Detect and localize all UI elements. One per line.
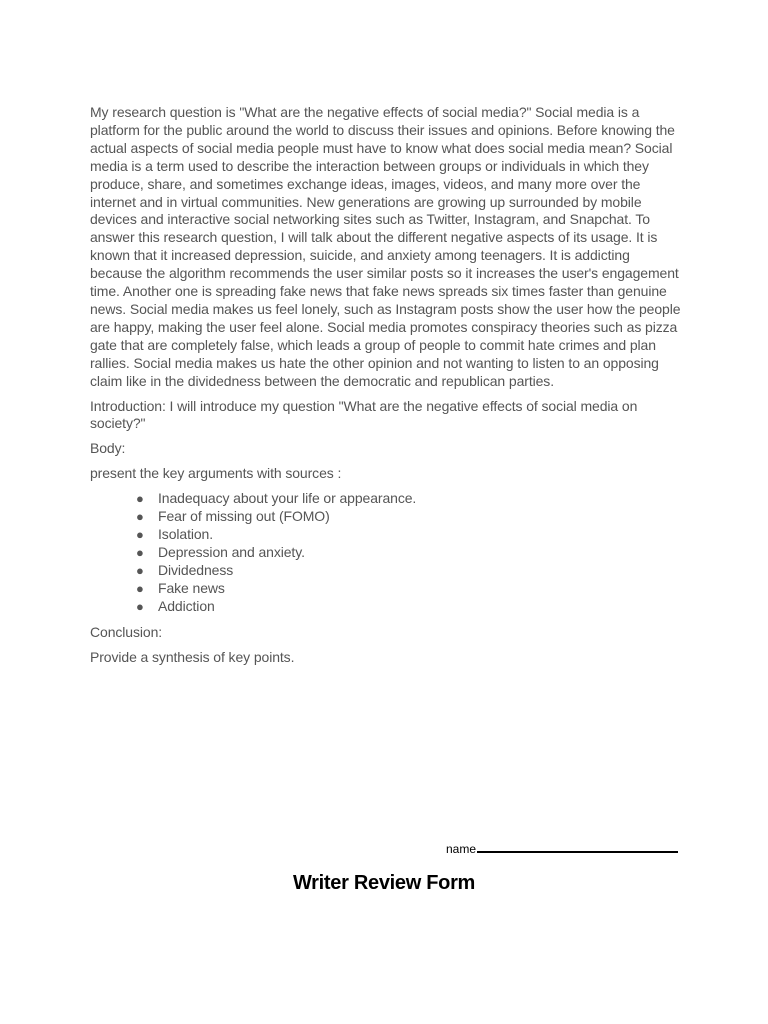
name-field — [446, 842, 678, 856]
list-item-text: Addiction — [158, 597, 215, 614]
list-item — [136, 526, 682, 544]
bullet-icon: ● — [136, 544, 144, 560]
conclusion-line: Provide a synthesis of key points. — [90, 649, 295, 666]
list-item-text: Fake news — [158, 579, 225, 596]
name-label: name — [446, 842, 477, 856]
bullet-icon: ● — [136, 580, 144, 596]
list-item — [136, 544, 682, 562]
list-item — [136, 580, 682, 598]
arguments-line: present the key arguments with sources : — [90, 465, 342, 482]
bullet-icon: ● — [136, 491, 144, 507]
conclusion-heading: Conclusion: — [90, 624, 163, 641]
body-heading: Body: — [90, 440, 126, 457]
list-item-text: Inadequacy about your life or appearance. — [158, 490, 417, 507]
list-item-text: Dividedness — [158, 561, 234, 578]
document-body — [90, 104, 682, 674]
list-item-text: Isolation. — [158, 525, 214, 542]
name-underline — [477, 851, 678, 853]
arguments-list — [90, 490, 682, 615]
list-item-text: Depression and anxiety. — [158, 543, 305, 560]
form-title: Writer Review Form — [292, 872, 476, 894]
bullet-icon: ● — [136, 526, 144, 542]
list-item — [136, 508, 682, 526]
list-item — [136, 490, 682, 508]
bullet-icon: ● — [136, 509, 144, 525]
bullet-icon: ● — [136, 598, 144, 614]
intro-paragraph: My research question is "What are the negative effects of social media?" Social media is a platform for the public around the world to discuss their issues and opinions. Before knowing the actual aspects of social media people must have to know what does social media mean? Social media is a term used to describe the interaction between groups or individuals in which they produce, share, and sometimes exchange ideas, images, videos, and many more over the internet and in virtual communities. New generations are growing up surrounded by mobile devices and interactive social networking sites such as Twitter, Instagram, and Snapchat. To answer this research question, I will talk about the different negative aspects of its usage. It is known that it increased depression, suicide, and anxiety among teenagers. It is addicting because the algorithm recommends the user similar posts so it increases the user's engagement time. Another one is spreading fake news that fake news spreads six times faster than genuine news. Social media makes us feel lonely, such as Instagram posts show the user how the people are happy, making the user feel alone. Social media promotes conspiracy theories such as pizza gate that are completely false, which leads a group of people to commit hate crimes and plan rallies. Social media makes us hate the other opinion and not wanting to listen to an opposing claim like in the dividedness between the democratic and republican parties. — [90, 104, 681, 389]
list-item — [136, 598, 682, 616]
introduction-line: Introduction: I will introduce my question "What are the negative effects of social media on society?" — [90, 397, 638, 432]
bullet-icon: ● — [136, 562, 144, 578]
list-item-text: Fear of missing out (FOMO) — [158, 508, 330, 525]
list-item — [136, 562, 682, 580]
